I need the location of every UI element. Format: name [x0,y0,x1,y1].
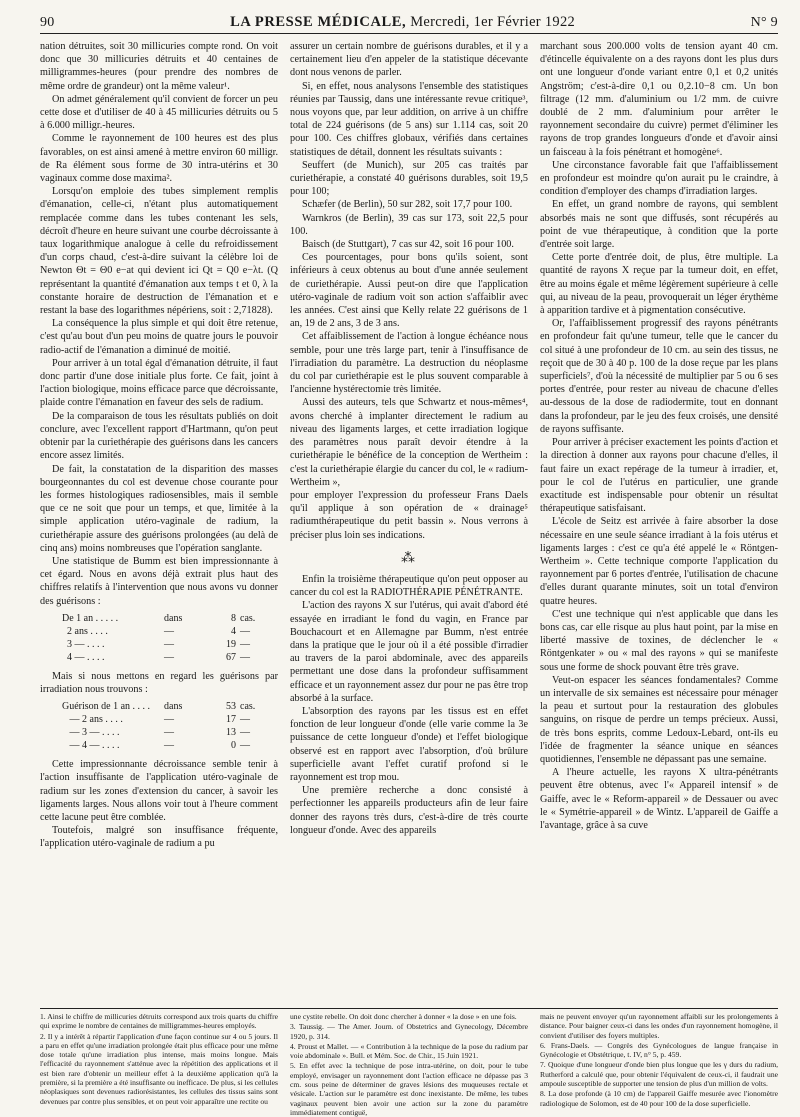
stats-row: Guérison de 1 an . . . . dans 53 cas. [62,701,256,713]
paragraph: Une statistique de Bumm est bien impressionnante à cet égard. Nous en avons déjà extrait plus haut des chiffres relatifs à l'intervention que nous avons vu donner des guérisons : [40,555,278,607]
footnote-column-2 [290,1012,528,1117]
paragraph: Veut-on espacer les séances fondamentales? Comme un intervalle de six semaines est nécessaire pour ménager la peau et surtout pour la restauration des globules sanguins, on risque de perdre un temps précieux. Aussi, de très bons esprits, comme Ledoux-Lebard, ont-ils eu l'idée de fragmenter la séance unique en séances quotidiennes, l'ensemble ne dépassant pas une semaine. [540,674,778,765]
footnote: 7. Quoique d'une longueur d'onde bien plus longue que les γ durs du radium, Rutherford a calculé que, pour obtenir l'équivalent de ceux-ci, il faudrait une ampoule susceptible de supporter une tension de plus d'un million de volts. [540,1060,778,1089]
paragraph: Toutefois, malgré son insuffisance fréquente, l'application utéro-vaginale de radium a pu [40,825,278,850]
paragraph: L'absorption des rayons par les tissus est en effet fonction de leur longueur d'onde (elle varie comme la 3e puissance de cette longueur d'onde) et l'effet biologique observé est en rapport avec l'absorption, d'où brûlure superficielle avant l'effet curatif profond si le rayonnement est trop mou. [290,705,528,783]
paragraph: A l'heure actuelle, les rayons X ultra-pénétrants peuvent être obtenus, avec l'« Appareil intensif » de Gaiffe, avec le « Reform-appareil » de Dessauer ou avec le « Symétrie-appareil » de Wintz. L'appareil de Gaiffe a l'avantage, grâce à sa cuve [540,767,778,831]
section-asterism: ⁂ [401,550,417,566]
footnote: mais ne peuvent envoyer qu'un rayonnement affaibli sur les prolongements à distance. Pour baigner ceux-ci dans les ondes d'un rayonnement homogène, il convient d'utiliser des foyers multiples. [540,1012,778,1040]
paragraph: Warnkros (de Berlin), 39 cas sur 173, soit 22,5 pour 100. [290,212,528,237]
stats-row: 3 — . . . . — 19 — [62,638,278,651]
footnote: une cystite rebelle. On doit donc chercher à donner « la dose » en une fois. [290,1012,517,1021]
paragraph: Comme le rayonnement de 100 heures est des plus favorables, on est ainsi amené à mettre environ 60 milligr. de Ra élément sous forme de 30 intra-utérins et 30 vaginaux comme dose maxima². [40,133,278,185]
stats-row: — 4 — . . . . — 0 — [62,739,278,752]
stats-table-surgery [62,612,278,664]
paragraph: assurer un certain nombre de guérisons durables, et il y a certainement lieu d'en appeler de la statistique décevante dont nous venons de parler. [290,41,528,79]
paragraph: Pour arriver à préciser exactement les points d'action et la direction à donner aux rayons pour chacune d'elles, il faut faire un exact repérage de la tumeur à irradier, et, pour le col de l'utérus en particulier, une grande exactitude est indispensable pour obtenir un résultat thérapeutique satisfaisant. [540,437,778,515]
paragraph: De fait, la constatation de la disparition des masses bourgeonnantes du col est devenue chose courante pour les formes histologiques radiosensibles, mais il semble que ce ne soit que pour un temps, et que, limitée à la simple application utéro-vaginale de radium, la curiethérapie assure des guérisons prolongées (au delà de cinq ans) moins nombreuses que l'opération sanglante. [40,463,278,554]
journal-name: LA PRESSE MÉDICALE, [230,14,407,30]
paragraph: marchant sous 200.000 volts de tension ayant 40 cm. d'étincelle équivalente on a des rayons dont les plus durs ont une longueur d'onde variant entre 0,1 et 0,2 unités Angström; c'est-à-dire 0,1 ou 0,2.10−8 cm. Un bon filtrage (12 mm. d'aluminium ou 1/2 mm. de cuivre doublé de 2 mm. d'aluminium pour arrêter le rayonnement secondaire du cuivre) permet d'éliminer les rayons de trop grandes longueurs d'onde et d'avoir ainsi un faisceau à la fois pénétrant et homogène⁶. [540,41,778,158]
paragraph: C'est une technique qui n'est applicable que dans les bons cas, car elle risque au plus haut point, par la mise en liberté massive de toxines, de déclencher le « Röntgenkater » ou « mal des rayons » qui se manifeste sous une forme de shock pouvant être très grave. [540,608,778,673]
footnote: 8. La dose profonde (à 10 cm) de l'appareil Gaiffe mesurée avec l'ionomètre radiologique de Solomon, est de 40 pour 100 de la dose superficielle. [540,1089,778,1108]
stats-label: 3 — . . . . [67,638,105,650]
paragraph: L'action des rayons X sur l'utérus, qui avait d'abord été essayée en irradiant le fond du vagin, en France par Bouchacourt et en Allemagne par Bumm, n'est entrée dans la pratique que le jour où il a été possible d'irradier au travers de la paroi abdominale, avec des appareils permettant une dose dans la profondeur suffisamment efficace et un rayonnement assez dur pour ne pas être trop absorbé à la surface. [290,600,528,704]
journal-title [230,14,575,31]
stats-label: De 1 an . . . . . [62,612,119,624]
paragraph: Pour arriver à un total égal d'émanation détruite, il faut donc partir d'une dose initiale plus forte. Ce fait, joint à l'action biologique, moins efficace parce que décroissante, plaide contre l'émanation en faveur des sels de radium. [40,357,278,409]
paragraph: On admet généralement qu'il convient de forcer un peu cette dose et d'utiliser de 40 à 45 millicuries détruits ou 5 à 6.000 milligr.-heures. [40,93,278,132]
paragraph: La conséquence la plus simple et qui doit être retenue, c'est qu'au bout d'un peu moins de quatre jours le pouvoir radio-actif de l'émanation a diminué de moitié. [40,318,278,356]
issue-date: Mercredi, 1er Février 1922 [410,14,576,30]
paragraph: L'école de Seitz est arrivée à faire absorber la dose nécessaire en une seule séance irradiant à la fois utérus et ligaments larges : c'est ce qu'a été appelé le « Röntgen-Wertheim ». Cette technique comporte l'application du rayonnement par 6 portes d'entrée, l'utilisation de chacune d'elles durant quarante minutes, soit un total d'environ quatre heures. [540,516,778,607]
stats-row: 2 ans . . . . — 4 — [62,625,278,638]
footnote: 6. Frans-Daels. — Congrès des Gynécologues de langue française in Gynécologie et Obstétrique, t. IV, n° 5, p. 459. [540,1040,778,1060]
paragraph: Mais si nous mettons en regard les guérisons par irradiation nous trouvons : [40,670,278,695]
paragraph: Schæfer (de Berlin), 50 sur 282, soit 17,7 pour 100. [302,199,513,211]
paragraph: Cet affaiblissement de l'action à longue échéance nous semble, pour une très large part, tenir à l'insuffisance de l'irradiation du paramètre. La destruction du néoplasme du col par curiethérapie est le plus souvent comparable à l'ancienne hystérectomie très limitée. [290,331,528,396]
stats-row: De 1 an . . . . . dans 8 cas. [62,612,256,624]
paragraph: Une première recherche a donc consisté à perfectionner les appareils producteurs afin de leur faire donner des rayons très durs, c'est-à-dire de très courte longueur d'onde. Avec des appareils [290,785,528,836]
paragraph: Enfin la troisième thérapeutique qu'on peut opposer au cancer du col est la RADIOTHÉRAPIE PÉNÉTRANTE. [290,573,528,599]
stats-label: — 2 ans . . . . [69,714,123,726]
issue-number: N° 9 [750,15,778,30]
paragraph: Or, l'affaiblissement progressif des rayons pénétrants en profondeur fait qu'une tumeur, telle que le cancer du col situé à une profondeur de 10 cm. au sein des tissus, ne reçoit que de 30 à 40 p. 100 de la dose reçue par les plans superficiels⁷, d'où la nécessité de multiplier par 5 ou 6 ses portes d'entrée, pour rester au niveau de chacune d'elles au-dessous de la dose de radiodermite, tout en donnant dans la profondeur, par le jeu des feux croisés, une densité de rayons suffisante. [540,318,778,435]
footnote-column-1 [40,1012,278,1106]
column-1 [40,40,278,1005]
paragraph: Seuffert (de Munich), sur 205 cas traités par curiethérapie, a constaté 40 guérisons durables, soit 19,5 pour 100; [290,159,528,198]
stats-table-irradiation [62,700,278,752]
stats-row: 4 — . . . . — 67 — [62,651,278,664]
page-number: 90 [40,15,55,30]
column-3 [540,40,778,1005]
header-rule [40,33,778,34]
body-columns [40,40,778,1005]
stats-label: 4 — . . . . [67,651,105,663]
paragraph: Ces pourcentages, pour bons qu'ils soient, sont inférieurs à ceux obtenus au bout d'une année seulement de curiethérapie. Aussi peut-on dire que l'application utéro-vaginale de radium voit son action s'affaiblir avec les années. C'est ainsi que Kelly relate 22 guérisons de 1 an, 19 de 2 ans, 3 de 3 ans. [290,252,528,330]
stats-label: — 3 — . . . . [69,727,120,739]
paragraph: pour employer l'expression du professeur Frans Daels qu'il applique à son opération de « drainage⁵ radiumthérapeutique du petit bassin ». Nous verrons à préciser plus loin ses indications. [290,489,528,541]
paragraph: Si, en effet, nous analysons l'ensemble des statistiques réunies par Taussig, dans une intéressante revue critique³, nous voyons que, par leur addition, on arrive à un chiffre total de 224 guérisons (de 5 ans) sur 1.114 cas, soit 20 pour 100. Ces chiffres globaux, vérifiés dans certaines statistiques de détail, donnent les résultats suivants : [290,80,528,158]
paragraph: Cette porte d'entrée doit, de plus, être multiple. La quantité de rayons X reçue par la tumeur doit, en effet, être au moins égale et même légèrement supérieure à celle qui, au niveau de la peau, provoquerait un léger érythème à apparition tardive et à pigmentation consécutive. [540,252,778,317]
stats-label: — 4 — . . . . [69,740,120,752]
footnote: 4. Proust et Mallet. — « Contribution à la technique de la pose du radium par voie abdominale ». Bull. et Mém. Soc. de Chir., 15 Juin 1921. [290,1041,528,1061]
stats-row: — 3 — . . . . — 13 — [62,726,278,739]
footnote: 5. En effet avec la technique de pose intra-utérine, on doit, pour le tube employé, envisager un rayonnement dont l'action efficace ne dépasse pas 3 cm. sous peine de déterminer de graves lésions des muqueuses rectale et vésicale. L'action sur le paramètre est donc inexistante. De même, les tubes vaginaux peuvent bien avoir une action sur la zone du paramètre immédiatement contiguë, [290,1061,528,1117]
paragraph: Une circonstance favorable fait que l'affaiblissement en profondeur est moindre qu'on aurait pu le craindre, à condition d'employer des champs d'irradiation larges. [540,159,778,198]
footnote: 1. Ainsi le chiffre de millicuries détruits correspond aux trois quarts du chiffre qui exprime le nombre de centaines de milligrammes-heures employés. [40,1012,278,1031]
paragraph: Cette impressionnante décroissance semble tenir à l'action insuffisante de l'application utéro-vaginale de radium sur les zones d'extension du cancer, à savoir les ligaments larges. Nous allons voir tout à l'heure comment cette lacune peut être comblée. [40,759,278,823]
footnote-rule [40,1008,778,1009]
footnote-column-3 [540,1012,778,1108]
paragraph: nation détruites, soit 30 millicuries compte rond. On voit donc que 30 millicuries détruits et 40 centaines de milligrammes-heures (pour prendre des nombres de même ordre de grandeur) ont la même valeur¹. [40,41,278,92]
paragraph: Lorsqu'on emploie des tubes simplement remplis d'émanation, celle-ci, n'étant plus automatiquement remplacée comme dans les tubes contenant les sels, décroît d'heure en heure suivant une courbe décroissante à taux logarithmique analogue à celle du refroidissement d'un corps chaud, c'est-à-dire suivant la célèbre loi de Newton Θt = Θ0 e−at qui devient ici Qt = Q0 e−λt. (Q représentant la quantité d'émanation aux temps t et 0, λ la constante horaire de destruction de l'émanation et e restant la base des logarithmes népériens, soit : 2,71828). [40,186,278,317]
page-header [40,14,778,31]
stats-label: Guérison de 1 an . . . . [62,701,151,713]
column-2 [290,40,528,1005]
stats-label: 2 ans . . . . [67,625,108,637]
paragraph: Baisch (de Stuttgart), 7 cas sur 42, soit 16 pour 100. [302,239,514,251]
stats-row: — 2 ans . . . . — 17 — [62,713,278,726]
footnotes [40,1012,778,1117]
paragraph: Aussi des auteurs, tels que Schwartz et nous-mêmes⁴, avons cherché à implanter directement le radium au niveau des ligaments larges, et cette irradiation logique des paramètres nous paraît devoir étendre à la curiethérapie le bénéfice de la conception de Wertheim : c'est la curiethérapie élargie du cancer du col, le « radium-Wertheim », [290,397,528,488]
paragraph: De la comparaison de tous les résultats publiés on doit conclure, avec l'excellent rapport d'Hartmann, qu'on peut obtenir par la curiethérapie des guérisons dans les cancers encore assez limités. [40,410,278,462]
footnote: 2. Il y a intérêt à répartir l'application d'une façon continue sur 4 ou 5 jours. Il a paru en effet qu'une irradiation prolongée était plus efficace pour une même dose totale qu'une irradiation plus intense, mais moins longue. Mais l'efficacité du rayonnement s'atténue avec la répétition des applications et il est bien rare d'obtenir un meilleur effet à la deuxième application qu'à la première, si la première a été insuffisante ou inefficace. De plus, si les cellules néoplasiques sont devenues radiorésistantes, les cellules des tissus sains sont devenues par contre plus sensibles, et on peut voir apparaître une rectite ou [40,1031,278,1106]
paragraph: En effet, un grand nombre de rayons, qui semblent absorbés mais ne sont que diffusés, sont récupérés au point de vue thérapeutique, à condition que la porte d'entrée soit large. [540,199,778,251]
footnote: 3. Taussig. — The Amer. Journ. of Obstetrics and Gynecology, Décembre 1920, p. 314. [290,1022,528,1041]
